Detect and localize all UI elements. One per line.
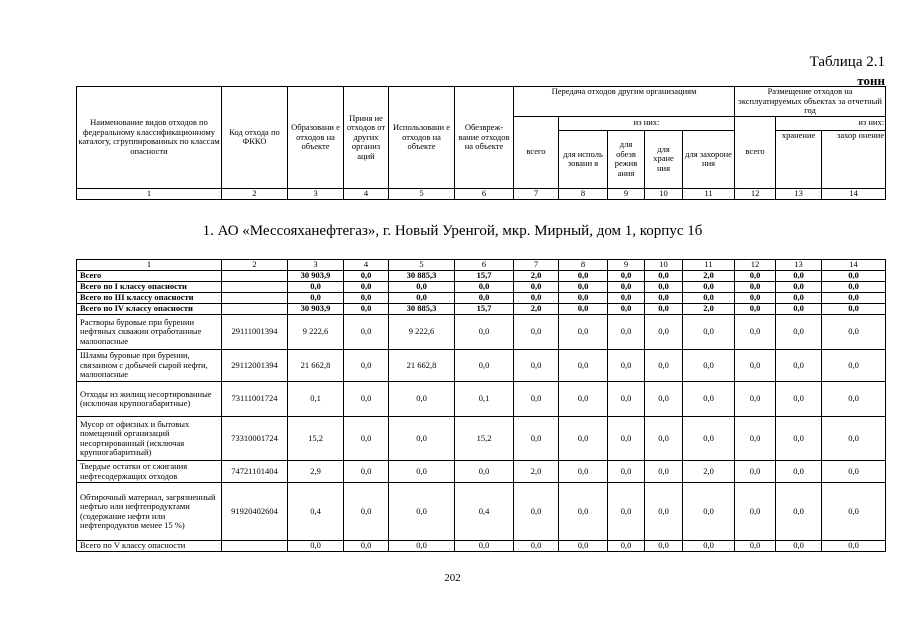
value-cell: 0,0 [645, 271, 683, 282]
waste-code-cell: 73310001724 [222, 417, 288, 461]
total-row [77, 304, 886, 315]
header-placement-total: всего [735, 116, 776, 188]
column-number: 2 [222, 188, 288, 199]
value-cell: 0,0 [608, 282, 645, 293]
waste-name-cell: Всего по IV классу опасности [77, 304, 222, 315]
header-for-neutral: для обезв режив ания [608, 130, 645, 188]
value-cell: 0,0 [455, 541, 514, 552]
total-row [77, 293, 886, 304]
table-label: Таблица 2.1 [809, 54, 885, 70]
value-cell: 0,1 [455, 382, 514, 417]
column-number: 6 [455, 188, 514, 199]
value-cell: 0,0 [389, 461, 455, 483]
value-cell: 0,0 [776, 282, 822, 293]
value-cell: 0,0 [608, 461, 645, 483]
value-cell: 0,0 [455, 461, 514, 483]
value-cell: 0,0 [608, 315, 645, 350]
data-table [76, 259, 886, 552]
header-table [76, 86, 886, 200]
page-number: 202 [444, 572, 461, 584]
value-cell: 0,0 [776, 461, 822, 483]
value-cell: 0,0 [735, 315, 776, 350]
column-number: 9 [608, 260, 645, 271]
waste-code-cell: 29112001394 [222, 350, 288, 382]
waste-name-cell: Отходы из жилищ несортированные (исключая крупногабаритные) [77, 382, 222, 417]
waste-name-cell: Обтирочный материал, загрязненный нефтью или нефтепродуктами (содержание нефти или нефтепродуктов менее 15 %) [77, 483, 222, 541]
value-cell: 0,0 [559, 417, 608, 461]
value-cell: 0,0 [683, 417, 735, 461]
waste-name-cell: Всего [77, 271, 222, 282]
value-cell: 0,0 [822, 382, 886, 417]
value-cell: 15,7 [455, 271, 514, 282]
header-used: Использовани е отходов на объекте [389, 87, 455, 189]
column-number: 14 [822, 188, 886, 199]
value-cell: 30 885,3 [389, 271, 455, 282]
value-cell: 0,0 [776, 541, 822, 552]
column-number: 4 [344, 188, 389, 199]
value-cell: 0,0 [776, 304, 822, 315]
waste-code-cell [222, 304, 288, 315]
value-cell: 0,0 [389, 483, 455, 541]
waste-code-cell [222, 293, 288, 304]
value-cell: 30 903,9 [288, 271, 344, 282]
value-cell: 15,7 [455, 304, 514, 315]
column-number: 8 [559, 188, 608, 199]
value-cell: 0,0 [735, 350, 776, 382]
value-cell: 0,0 [514, 350, 559, 382]
class-v-total-row [77, 541, 886, 552]
value-cell: 0,0 [608, 483, 645, 541]
column-number: 4 [344, 260, 389, 271]
header-for-use: для исполь зовани я [559, 130, 608, 188]
value-cell: 0,0 [683, 293, 735, 304]
value-cell: 0,0 [288, 293, 344, 304]
value-cell: 0,0 [645, 315, 683, 350]
header-storage: хранение [776, 130, 822, 188]
column-number: 5 [389, 260, 455, 271]
value-cell: 30 903,9 [288, 304, 344, 315]
value-cell: 0,0 [645, 461, 683, 483]
value-cell: 0,0 [344, 271, 389, 282]
value-cell: 0,4 [455, 483, 514, 541]
value-cell: 0,0 [776, 271, 822, 282]
column-number: 7 [514, 188, 559, 199]
value-cell: 0,0 [514, 417, 559, 461]
header-column-numbers [77, 188, 886, 199]
value-cell: 0,0 [645, 282, 683, 293]
value-cell: 0,0 [608, 417, 645, 461]
section-title: 1. АО «Мессояханефтегаз», г. Новый Уренгой, мкр. Мирный, дом 1, корпус 1б [202, 223, 703, 239]
header-code: Код отхода по ФККО [222, 87, 288, 189]
value-cell: 0,0 [608, 304, 645, 315]
value-cell: 0,0 [735, 271, 776, 282]
column-number: 7 [514, 260, 559, 271]
value-cell: 21 662,8 [288, 350, 344, 382]
value-cell: 0,0 [822, 304, 886, 315]
value-cell: 0,0 [822, 483, 886, 541]
value-cell: 0,0 [776, 350, 822, 382]
value-cell: 0,0 [455, 293, 514, 304]
value-cell: 0,0 [683, 382, 735, 417]
value-cell: 0,0 [288, 282, 344, 293]
column-number: 10 [645, 260, 683, 271]
column-number: 3 [288, 188, 344, 199]
value-cell: 0,0 [822, 541, 886, 552]
value-cell: 0,0 [514, 483, 559, 541]
waste-row [77, 350, 886, 382]
value-cell: 0,0 [822, 461, 886, 483]
waste-name-cell: Растворы буровые при бурении нефтяных скважин отработанные малоопасные [77, 315, 222, 350]
value-cell: 0,0 [645, 382, 683, 417]
waste-row [77, 382, 886, 417]
header-transfer: Передача отходов другим организациям [514, 87, 735, 117]
waste-name-cell: Твердые остатки от сжигания нефтесодержащих отходов [77, 461, 222, 483]
value-cell: 0,0 [514, 541, 559, 552]
value-cell: 0,0 [822, 293, 886, 304]
value-cell: 0,0 [514, 315, 559, 350]
value-cell: 0,0 [514, 282, 559, 293]
value-cell: 0,0 [608, 293, 645, 304]
value-cell: 0,0 [645, 541, 683, 552]
value-cell: 0,0 [344, 483, 389, 541]
value-cell: 0,0 [645, 483, 683, 541]
value-cell: 0,0 [514, 382, 559, 417]
value-cell: 0,0 [344, 293, 389, 304]
value-cell: 0,0 [735, 417, 776, 461]
value-cell: 0,0 [559, 483, 608, 541]
value-cell: 0,0 [645, 293, 683, 304]
waste-row [77, 315, 886, 350]
value-cell: 2,0 [514, 461, 559, 483]
value-cell: 9 222,6 [389, 315, 455, 350]
total-row [77, 271, 886, 282]
value-cell: 30 885,3 [389, 304, 455, 315]
value-cell: 0,0 [288, 541, 344, 552]
header-placement-of-which: из них: [776, 116, 886, 130]
value-cell: 0,1 [288, 382, 344, 417]
value-cell: 0,0 [822, 417, 886, 461]
waste-code-cell: 73111001724 [222, 382, 288, 417]
value-cell: 0,0 [735, 541, 776, 552]
waste-row [77, 461, 886, 483]
value-cell: 0,0 [776, 315, 822, 350]
value-cell: 0,4 [288, 483, 344, 541]
header-for-storage: для хране ния [645, 130, 683, 188]
value-cell: 15,2 [288, 417, 344, 461]
column-number: 11 [683, 260, 735, 271]
value-cell: 0,0 [389, 541, 455, 552]
value-cell: 0,0 [822, 271, 886, 282]
column-number: 3 [288, 260, 344, 271]
header-neutralized: Обезвреж вание отходов на объекте [455, 87, 514, 189]
value-cell: 2,0 [683, 271, 735, 282]
column-number: 6 [455, 260, 514, 271]
value-cell: 0,0 [735, 483, 776, 541]
value-cell: 0,0 [608, 271, 645, 282]
column-number: 1 [77, 188, 222, 199]
value-cell: 0,0 [608, 382, 645, 417]
value-cell: 0,0 [683, 541, 735, 552]
value-cell: 0,0 [608, 350, 645, 382]
header-transfer-of-which: из них: [559, 116, 735, 130]
value-cell: 0,0 [559, 350, 608, 382]
value-cell: 0,0 [776, 293, 822, 304]
column-number: 5 [389, 188, 455, 199]
value-cell: 0,0 [344, 382, 389, 417]
value-cell: 0,0 [455, 315, 514, 350]
waste-row [77, 483, 886, 541]
value-cell: 0,0 [683, 282, 735, 293]
column-number: 10 [645, 188, 683, 199]
value-cell: 0,0 [344, 304, 389, 315]
column-number: 12 [735, 260, 776, 271]
value-cell: 0,0 [344, 461, 389, 483]
column-number-row [77, 260, 886, 271]
waste-name-cell: Мусор от офисных и бытовых помещений организаций несортированный (исключая крупногабаритный) [77, 417, 222, 461]
value-cell: 0,0 [389, 293, 455, 304]
value-cell: 0,0 [683, 315, 735, 350]
waste-code-cell: 74721101404 [222, 461, 288, 483]
value-cell: 0,0 [559, 271, 608, 282]
value-cell: 0,0 [389, 282, 455, 293]
header-burial: захор онение [822, 130, 886, 188]
value-cell: 0,0 [608, 541, 645, 552]
waste-name-cell: Всего по I классу опасности [77, 282, 222, 293]
column-number: 9 [608, 188, 645, 199]
waste-row [77, 417, 886, 461]
value-cell: 0,0 [683, 350, 735, 382]
column-number: 12 [735, 188, 776, 199]
value-cell: 0,0 [559, 304, 608, 315]
value-cell: 2,0 [514, 304, 559, 315]
column-number: 13 [776, 260, 822, 271]
waste-code-cell: 29111001394 [222, 315, 288, 350]
value-cell: 0,0 [344, 350, 389, 382]
value-cell: 0,0 [455, 282, 514, 293]
value-cell: 0,0 [735, 282, 776, 293]
value-cell: 0,0 [822, 282, 886, 293]
value-cell: 0,0 [822, 315, 886, 350]
value-cell: 21 662,8 [389, 350, 455, 382]
value-cell: 0,0 [735, 461, 776, 483]
waste-name-cell: Всего по V классу опасности [77, 541, 222, 552]
header-for-burial: для захороне ния [683, 130, 735, 188]
value-cell: 9 222,6 [288, 315, 344, 350]
value-cell: 0,0 [645, 304, 683, 315]
value-cell: 0,0 [645, 417, 683, 461]
waste-code-cell [222, 271, 288, 282]
value-cell: 0,0 [455, 350, 514, 382]
value-cell: 0,0 [559, 461, 608, 483]
header-placement: Размещение отходов на эксплуатируемых объектах за отчетный год [735, 87, 886, 117]
value-cell: 0,0 [344, 541, 389, 552]
column-number: 2 [222, 260, 288, 271]
header-name: Наименование видов отходов по федеральному классификационному каталогу, сгруппированных по классам опасности [77, 87, 222, 189]
value-cell: 2,9 [288, 461, 344, 483]
column-number: 8 [559, 260, 608, 271]
value-cell: 0,0 [344, 282, 389, 293]
value-cell: 0,0 [735, 304, 776, 315]
value-cell: 0,0 [735, 382, 776, 417]
value-cell: 0,0 [559, 315, 608, 350]
waste-code-cell [222, 282, 288, 293]
value-cell: 2,0 [683, 461, 735, 483]
units-label: тонн [857, 73, 885, 88]
header-formed: Образовани е отходов на объекте [288, 87, 344, 189]
waste-name-cell: Шламы буровые при бурении, связанном с добычей сырой нефти, малоопасные [77, 350, 222, 382]
waste-code-cell [222, 541, 288, 552]
waste-name-cell: Всего по III классу опасности [77, 293, 222, 304]
value-cell: 0,0 [559, 541, 608, 552]
header-transfer-total: всего [514, 116, 559, 188]
column-number: 1 [77, 260, 222, 271]
value-cell: 0,0 [344, 315, 389, 350]
value-cell: 0,0 [683, 483, 735, 541]
value-cell: 0,0 [645, 350, 683, 382]
value-cell: 0,0 [735, 293, 776, 304]
value-cell: 0,0 [514, 293, 559, 304]
value-cell: 0,0 [559, 282, 608, 293]
value-cell: 2,0 [683, 304, 735, 315]
value-cell: 0,0 [776, 417, 822, 461]
total-row [77, 282, 886, 293]
column-number: 11 [683, 188, 735, 199]
value-cell: 2,0 [514, 271, 559, 282]
value-cell: 0,0 [559, 382, 608, 417]
value-cell: 15,2 [455, 417, 514, 461]
value-cell: 0,0 [776, 382, 822, 417]
value-cell: 0,0 [822, 350, 886, 382]
waste-code-cell: 91920402604 [222, 483, 288, 541]
value-cell: 0,0 [389, 417, 455, 461]
column-number: 13 [776, 188, 822, 199]
value-cell: 0,0 [559, 293, 608, 304]
header-received: Приня ие отходов от других организ аций [344, 87, 389, 189]
value-cell: 0,0 [776, 483, 822, 541]
value-cell: 0,0 [344, 417, 389, 461]
value-cell: 0,0 [389, 382, 455, 417]
column-number: 14 [822, 260, 886, 271]
